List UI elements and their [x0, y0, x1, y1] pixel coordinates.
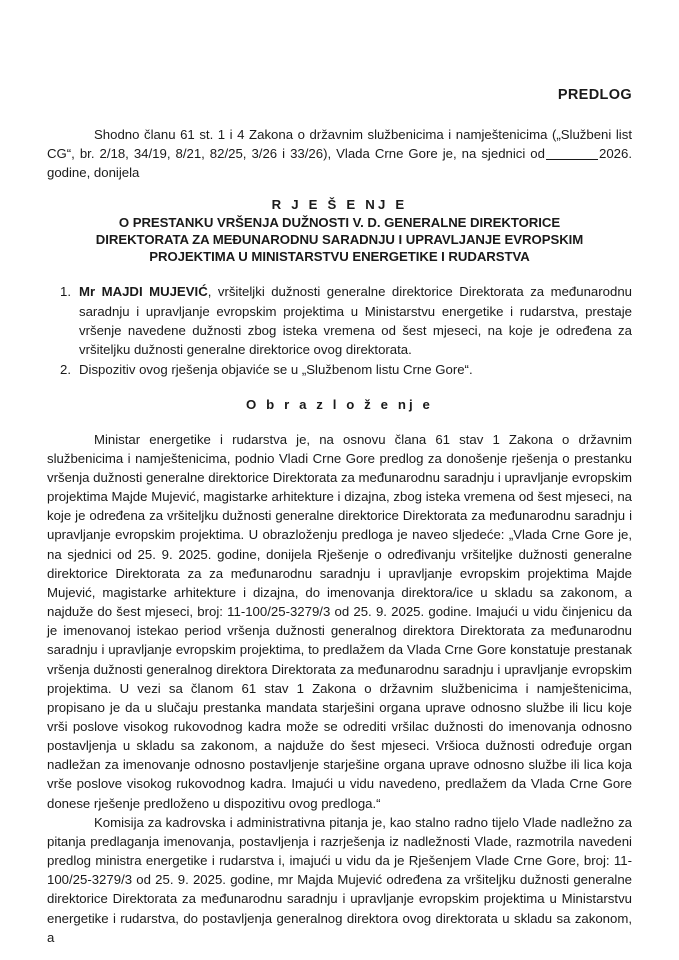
dispositive-list: [47, 282, 632, 379]
decision-title-block: [47, 196, 632, 266]
intro-paragraph: [47, 125, 632, 183]
date-blank-field[interactable]: [546, 148, 598, 160]
list-item-text: Dispozitiv ovog rješenja objaviće se u „Službenom listu Crne Gore“.: [79, 362, 473, 378]
intro-text-part2: 2026. godine, donijela: [47, 146, 632, 181]
document-type-label: PREDLOG: [557, 87, 632, 103]
subject-name: Mr MAJDI MUJEVIĆ: [79, 284, 208, 300]
list-item-number: 2.: [60, 362, 71, 378]
explanation-paragraph-2: Komisija za kadrovska i administrativna pitanja je, kao stalno radno tijelo Vlade nadležno za pitanja predlaganja imenovanja, postavljenja i razrješenja iz nadležnosti Vlade, razmotrila navedeni predlog ministra energetike i rudarstva i, imajući u vidu da je Rješenjem Vlade Crne Gore, broj: 11-100/25-3279/3 od 25. 9. 2025. godine, mr Majda Mujević određena za vršiteljku dužnosti generalne direktorice Direktorata za međunarodnu saradnju i upravljanje evropskim projektima u Ministarstvu energetike i rudarstva, do postavljenja generalnog direktora ovog direktorata u skladu sa zakonom, a: [47, 814, 632, 945]
decision-title-line-3: PROJEKTIMA U MINISTARSTVU ENERGETIKE I RUDARSTVA: [149, 249, 530, 265]
intro-text-part1: Shodno članu 61 st. 1 i 4 Zakona o državnim službenicima i namještenicima („Službeni list CG“, br. 2/18, 34/19, 8/21, 82/25, 3/26 i 33/26), Vlada Crne Gore je, na sjednici od: [47, 127, 632, 162]
decision-title-line-1: O PRESTANKU VRŠENJA DUŽNOSTI V. D. GENERALNE DIREKTORICE: [118, 214, 561, 230]
list-item: [47, 360, 632, 379]
decision-heading: R J E Š E NJ E: [271, 196, 408, 212]
list-item: [47, 282, 632, 359]
explanation-paragraph-1: Ministar energetike i rudarstva je, na osnovu člana 61 stav 1 Zakona o državnim službenicima i namještenicima, podnio Vladi Crne Gore predlog za donošenje rješenja o prestanku vršenja dužnosti generalne direktorice Direktorata za međunarodnu saradnju i upravljanje evropskim projektima Majde Mujević, magistarke arhitekture i dizajna, zbog isteka vremena od šest mjeseci, na koje je određena za vršiteljku dužnosti generalne direktorice Direktorata za međunarodnu saradnju i upravljanje evropskim projektima. U obrazloženju predloga je naveo sljedeće: „Vlada Crne Gore je, na sjednici od 25. 9. 2025. godine, donijela Rješenje o određivanju vršiteljke dužnosti generalne direktorice Direktorata za za međunarodnu saradnju i upravljanje evropskim projektima Majde Mujević, magistarke arhitekture i dizajna, do imenovanja direktora/ice u skladu sa zakonom, a najduže do šest mjeseci, broj: 11-100/25-3279/3 od 25. 9. 2025. godine. Imajući u vidu činjenicu da je imenovanoj istekao period vršenja dužnosti generalnog direktora Direktorata za međunarodnu saradnju i upravljanje evropskim projektima, to predlažem da Vlada Crne Gore konstatuje prestanak vršenja dužnosti generalnog direktora Direktorata za međunarodnu saradnju i upravljanje evropskim projektima. U vezi sa članom 61 stav 1 Zakona o državnim službenicima i namještenicima, propisano je da u slučaju prestanka mandata starješini organa uprave odnosno službe ili licu koje vrši poslove visokog rukovodnog kadra može se odrediti vršilac dužnosti do imenovanja odnosno postavljenja u skladu sa zakonom, a najduže do šest mjeseci. Vršioca dužnosti određuje organ nadležan za imenovanje odnosno postavljenje starješine organa uprave odnosno službe ili lica koja vrše poslove visokog rukovodnog kadra. Imajući u vidu navedeno, predlažem da Vlada Crne Gore donese rješenje predloženo u dispozitivu ovog predloga.“: [47, 431, 632, 811]
explanation-heading: O b r a z l o ž e nj e: [246, 397, 433, 413]
list-item-text: , vršiteljki dužnosti generalne direktorice Direktorata za međunarodnu saradnju i upravljanje evropskim projektima u Ministarstvu energetike i rudarstva, prestaje vršenje navedene dužnosti zbog isteka vremena od šest mjeseci, na koje je određena za vršiteljku dužnosti generalne direktorice ovog direktorata.: [79, 284, 632, 358]
explanation-body: [47, 430, 632, 947]
list-item-number: 1.: [60, 284, 71, 300]
document-header: [47, 0, 632, 104]
decision-title-line-2: DIREKTORATA ZA MEĐUNARODNU SARADNJU I UPRAVLJANJE EVROPSKIM: [95, 232, 584, 248]
